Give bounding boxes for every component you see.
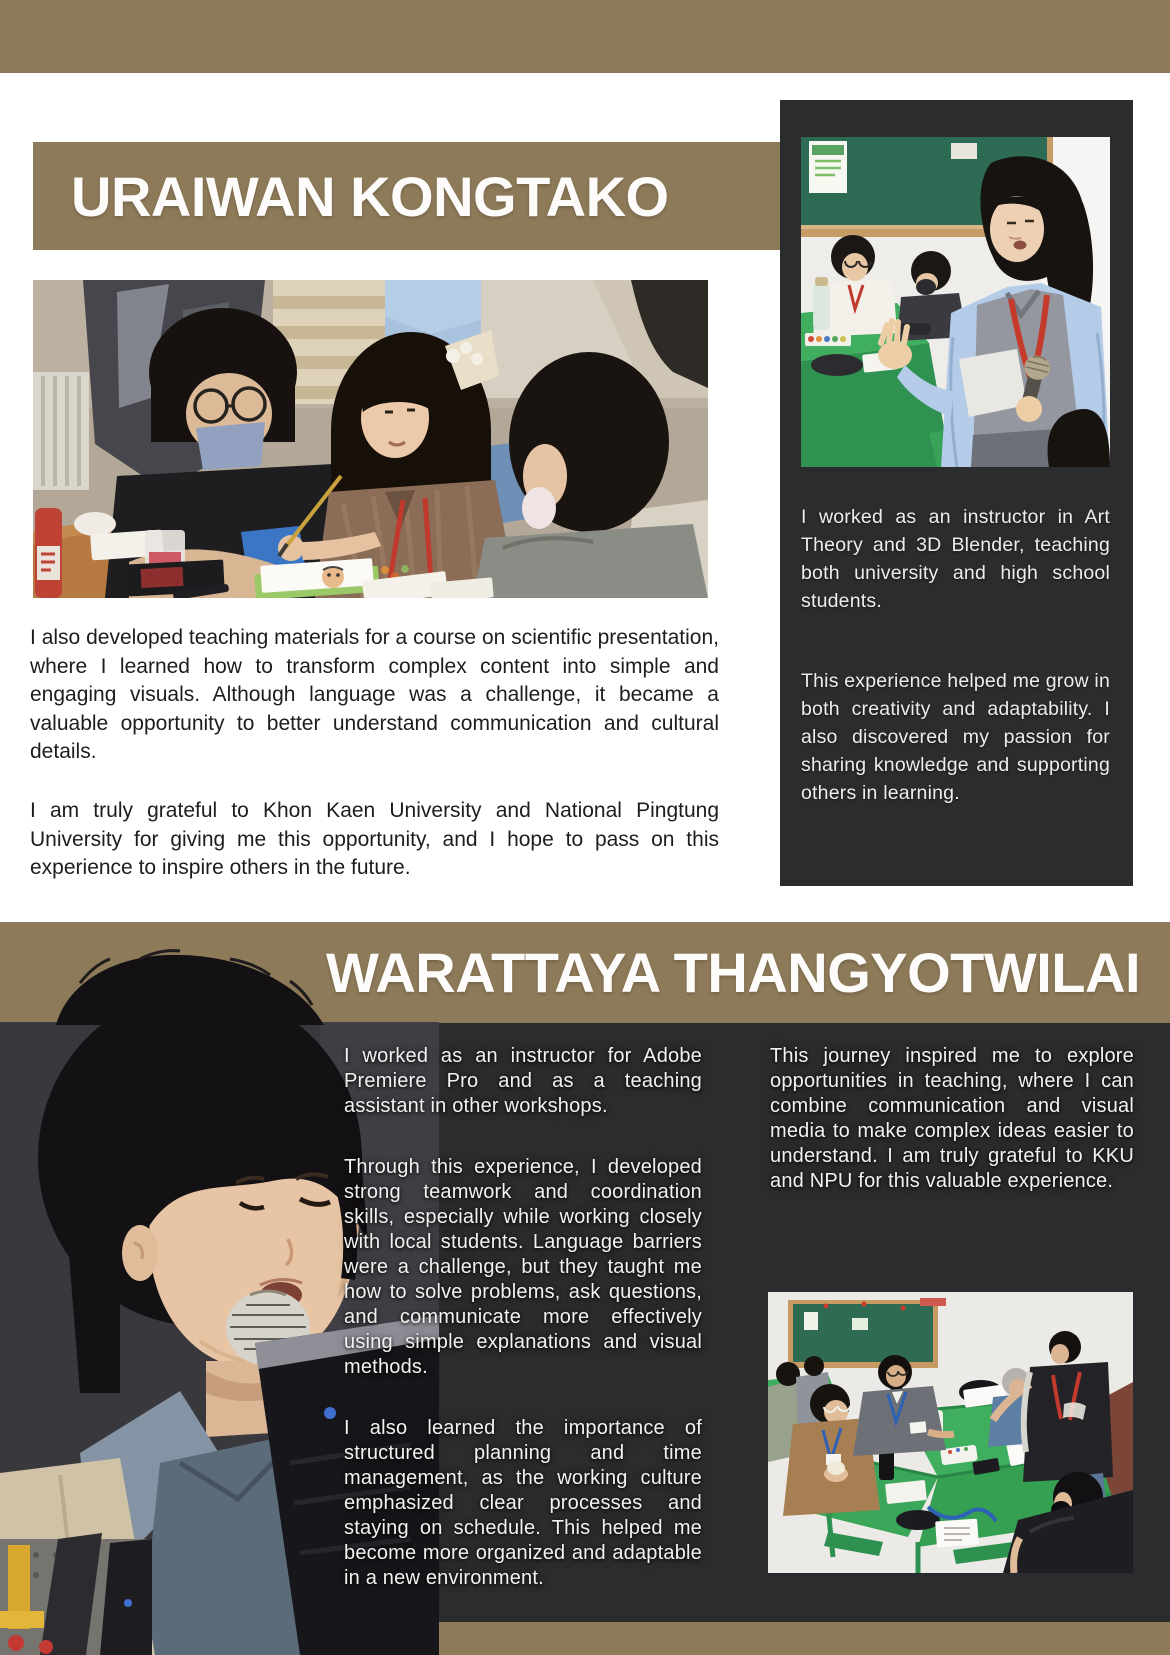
profile1-paragraph: I also developed teaching materials for a course on scientific presentation, where I learned how to transform complex content into simple and engaging visuals. Although language was a challenge, it became a valuable opportunity to better understand communication and cultural details. <box>30 626 719 763</box>
sidebar-paragraph: I worked as an instructor in Art Theory and 3D Blender, teaching both university and high school students. <box>801 506 1110 612</box>
paint-palette <box>805 333 851 346</box>
workshop-table-photo <box>33 280 708 598</box>
radiator <box>33 372 89 490</box>
group-tables-photo <box>768 1292 1133 1573</box>
instructor-classroom-photo <box>801 137 1110 467</box>
profile2-paragraph: This journey inspired me to explore opportunities in teaching, where I can combine communication and visual media to make complex ideas easier to understand. I am truly grateful to KKU and NPU for this valuable experience. <box>770 1045 1134 1192</box>
profile1-title-bar <box>33 142 780 250</box>
foreground-equipment <box>0 1533 152 1655</box>
profile1-sidebar-panel <box>780 100 1133 886</box>
profile2-title: WARATTAYA THANGYOTWILAI <box>326 941 1140 1004</box>
profile2-paragraph: I also learned the importance of structured planning and time management, as the working culture emphasized clear processes and staying on schedule. This helped me become more organized and adaptable in a new environment. <box>344 1417 702 1589</box>
top-accent-bar <box>0 0 1170 73</box>
profile1-title: URAIWAN KONGTAKO <box>71 164 669 228</box>
profile2-paragraph: Through this experience, I developed strong teamwork and coordination skills, especially while working closely with local students. Language barriers were a challenge, but they taught me how to solve problems, ask questions, and communicate more effectively using simple explanations and visual methods. <box>344 1156 702 1378</box>
profile1-paragraph: I am truly grateful to Khon Kaen University and National Pingtung University for giving me this opportunity, and I hope to pass on this experience to inspire others in the future. <box>30 799 719 879</box>
profile2-left-column <box>344 1044 702 1591</box>
profile2-paragraph: I worked as an instructor for Adobe Premiere Pro and as a teaching assistant in other workshops. <box>344 1045 702 1117</box>
profile2-right-column <box>770 1044 1134 1194</box>
sidebar-paragraph: This experience helped me grow in both creativity and adaptability. I also discovered my passion for sharing knowledge and supporting others in learning. <box>801 670 1111 804</box>
